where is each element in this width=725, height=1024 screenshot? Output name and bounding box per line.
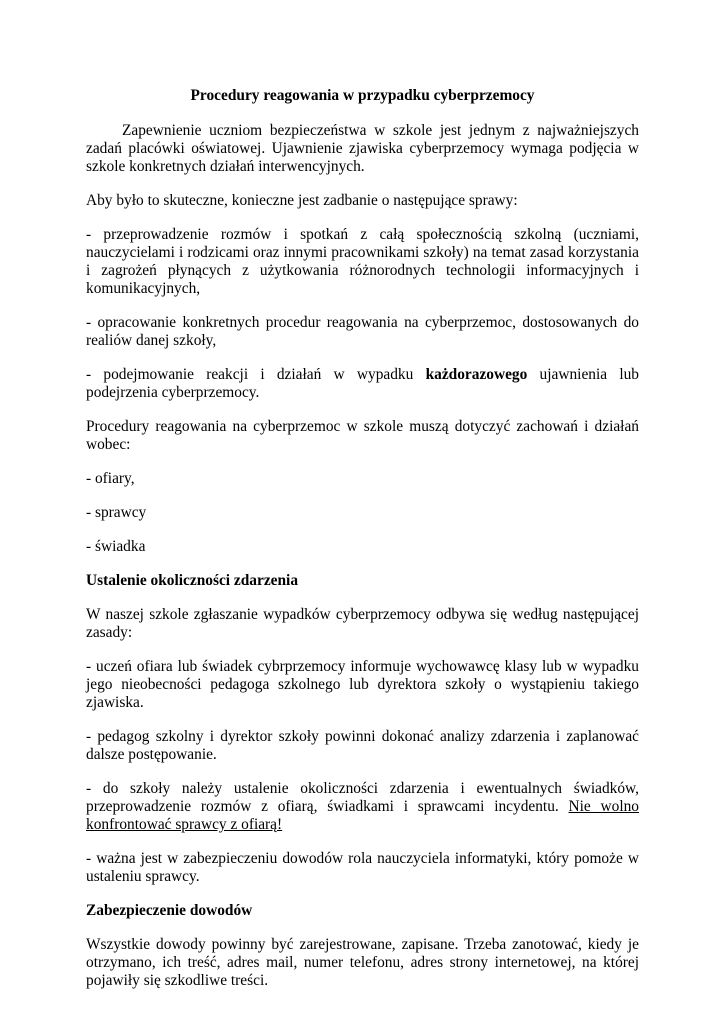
section-heading: Ustalenie okoliczności zdarzenia <box>86 572 299 589</box>
section-paragraph: Wszystkie dowody powinny być zarejestrowane, zapisane. Trzeba zanotować, kiedy je otrzymano, ich treść, adres mail, numer telefonu, adres strony internetowej, na której pojawiły się szkodliwe treści. <box>86 936 639 989</box>
intro-paragraph: Zapewnienie uczniom bezpieczeństwa w szkole jest jednym z najważniejszych zadań placówki oświatowej. Ujawnienie zjawiska cyberprzemocy wymaga podjęcia w szkole konkretnych działań interwencyjnych. <box>86 122 639 175</box>
target-item: - sprawcy <box>86 504 147 521</box>
lead-paragraph: Aby było to skuteczne, konieczne jest zadbanie o następujące sprawy: <box>86 192 518 209</box>
list-item: - uczeń ofiara lub świadek cybrprzemocy informuje wychowawcę klasy lub w wypadku jego nieobecności pedagoga szkolnego lub dyrektora szkoły o wystąpieniu takiego zjawiska. <box>86 658 639 711</box>
emphasis-text: każdorazowego <box>425 366 528 383</box>
section-heading: Zabezpieczenie dowodów <box>86 902 253 919</box>
section-intro: W naszej szkole zgłaszanie wypadków cyberprzemocy odbywa się według następującej zasady: <box>86 606 639 641</box>
list-item: - opracowanie konkretnych procedur reagowania na cyberprzemoc, dostosowanych do realiów danej szkoły, <box>86 314 639 349</box>
warning-text: Nie wolno konfrontować sprawcy z ofiarą! <box>86 798 639 833</box>
document-body <box>86 87 639 1006</box>
target-item: - świadka <box>86 538 146 555</box>
target-item: - ofiary, <box>86 470 135 487</box>
list-item: - pedagog szkolny i dyrektor szkoły powinni dokonać analizy zdarzenia i zaplanować dalsze postępowanie. <box>86 728 639 763</box>
list-item <box>86 780 639 834</box>
list-item <box>86 366 639 402</box>
list-item: - ważna jest w zabezpieczeniu dowodów rola nauczyciela informatyki, który pomoże w ustaleniu sprawcy. <box>86 850 639 885</box>
procedures-intro: Procedury reagowania na cyberprzemoc w szkole muszą dotyczyć zachowań i działań wobec: <box>86 418 639 453</box>
document-title: Procedury reagowania w przypadku cyberprzemocy <box>190 87 535 104</box>
list-item-text: - do szkoły należy ustalenie okoliczności zdarzenia i ewentualnych świadków, przeprowadzenie rozmów z ofiarą, świadkami i sprawcami incydentu. <box>86 780 639 815</box>
list-item-text: ujawnienia lub podejrzenia cyberprzemocy. <box>86 366 639 401</box>
list-item-text: - podejmowanie reakcji i działań w wypadku <box>86 366 426 383</box>
list-item: - przeprowadzenie rozmów i spotkań z całą społecznością szkolną (uczniami, nauczycielami i rodzicami oraz innymi pracownikami szkoły) na temat zasad korzystania i zagrożeń płynących z użytkowania różnorodnych technologii informacyjnych i komunikacyjnych, <box>86 226 639 297</box>
